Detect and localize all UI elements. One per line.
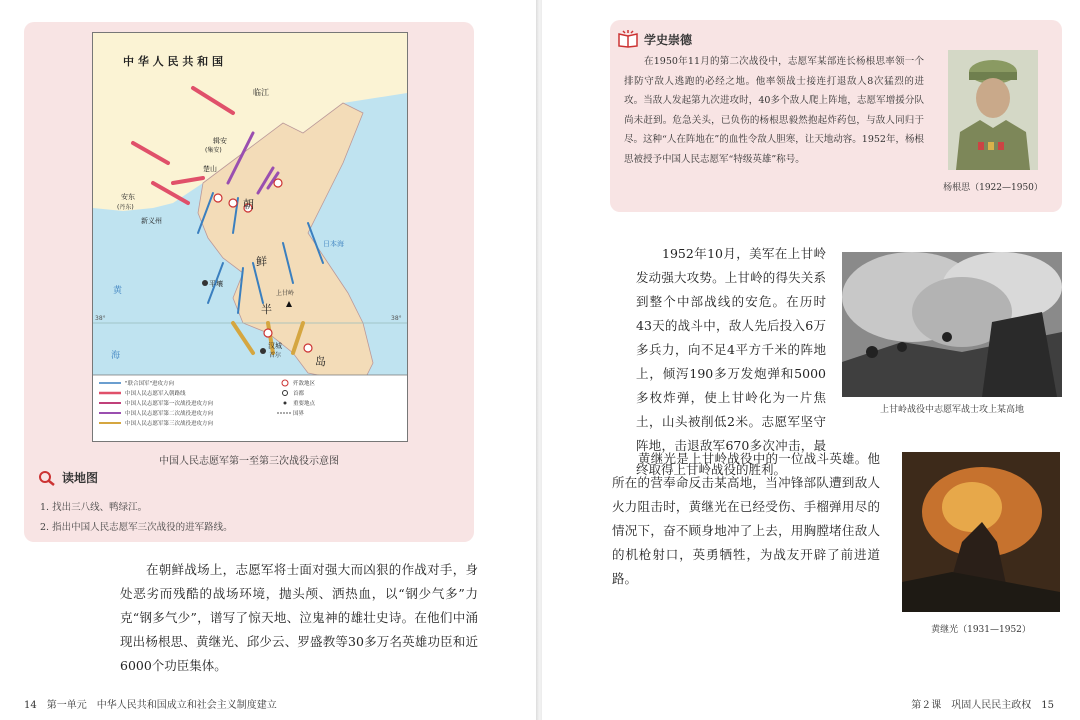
left-body-paragraph: 在朝鲜战场上，志愿军将士面对强大而凶狠的作战对手，身处恶劣而残酷的战场环境，抛头颅、洒热血，以“钢少气多”力克“钢多气少”，谱写了惊天地、泣鬼神的雄壮史诗。在他们中涌现出杨根思、黄继光、邱少云、罗盛教等30多万名英雄功臣和近6000个功臣集体。 bbox=[120, 562, 478, 673]
map-caption: 中国人民志愿军第一至第三次战役示意图 bbox=[159, 456, 339, 467]
map-country-label: 中 华 人 民 共 和 国 bbox=[123, 55, 223, 68]
map-place-seoul: 汉城 bbox=[268, 342, 282, 350]
legend-first-campaign: 中国人民志愿军第一次战役进攻方向 bbox=[125, 401, 214, 407]
map-label-ribenhai: 日本海 bbox=[323, 240, 344, 248]
huang-jiguang-painting bbox=[902, 452, 1060, 612]
yang-gensi-portrait bbox=[948, 50, 1038, 170]
history-text: 在1950年11月的第二次战役中，志愿军某部连长杨根思率领一个排防守敌人逃跑的必经之地。他率领战士接连打退敌人8次猛烈的进攻。当敌人发起第九次进攻时，40多个敌人爬上阵地，志愿军增援分队尚未赶到。危急关头，已负伤的杨根思毅然抱起炸药包，与敌人同归于尽。这种“人在阵地在”的血性令敌人胆寒，让天地动容。1952年，杨根思被授予中国人民志愿军“特级英雄”称号。 bbox=[624, 56, 924, 165]
read-map-title: 读地图 bbox=[62, 471, 99, 485]
map-label-dao: 岛 bbox=[315, 355, 326, 368]
shangganling-battle-photo bbox=[842, 252, 1062, 397]
map-label-xian: 鲜 bbox=[256, 255, 267, 268]
history-header bbox=[618, 30, 692, 48]
legend-entry-route: 中国人民志愿军入朝路线 bbox=[125, 391, 186, 397]
read-map-header bbox=[38, 469, 98, 486]
right-page bbox=[542, 0, 1080, 720]
map-place-jian: 辑安 bbox=[213, 137, 227, 145]
map-place-andong: 安东 bbox=[121, 193, 135, 201]
map-graphic bbox=[93, 33, 407, 441]
legend-battle-area: 歼敌地区 bbox=[293, 381, 316, 387]
map-label-huang: 黄 bbox=[113, 286, 123, 296]
right-paragraph-1: 1952年10月，美军在上甘岭发动强大攻势。上甘岭的得失关系到整个中部战线的安危。在历时43天的战斗中，敌人先后投入6万多兵力，向不足4平方千米的阵地上，倾泻190多万发炮弹和5000多枚炸弹，使上甘岭化为一片焦土，山头被削低2米。志愿军坚守阵地，击退敌军670多次冲击，最终取得上甘岭战役的胜利。 bbox=[636, 246, 826, 477]
battle-photo-caption: 上甘岭战役中志愿军战士攻上某高地 bbox=[879, 405, 1024, 415]
legend-important-place: 重要地点 bbox=[293, 401, 316, 407]
map-label-lat-right: 38° bbox=[391, 315, 402, 322]
map-label-lat: 38° bbox=[95, 315, 106, 322]
map-place-chushan: 楚山 bbox=[203, 165, 217, 173]
right-paragraph-2: 黄继光是上甘岭战役中的一位战斗英雄。他所在的营奉命反击某高地，当冲锋部队遭到敌人火力阻击时，黄继光在已经受伤、手榴弹用尽的情况下，奋不顾身地冲了上去，用胸膛堵住敌人的机枪射口，英勇牺牲，为战友开辟了前进道路。 bbox=[612, 451, 880, 586]
hero-caption: 黄继光（1931—1952） bbox=[931, 625, 1031, 635]
left-footer: 14 第一单元 中华人民共和国成立和社会主义制度建立 bbox=[24, 700, 277, 711]
right-footer: 第２课 巩固人民民主政权 15 bbox=[911, 700, 1054, 711]
campaign-map bbox=[92, 32, 408, 442]
map-place-andong-alt: (丹东) bbox=[117, 204, 134, 211]
read-map-item-2: 2. 指出中国人民志愿军三次战役的进军路线。 bbox=[40, 522, 233, 533]
map-panel bbox=[24, 22, 474, 542]
map-label-chao: 朝 bbox=[243, 198, 254, 211]
legend-capital: 首都 bbox=[293, 391, 305, 397]
map-label-ban: 半 bbox=[261, 303, 272, 316]
map-place-xinyiju: 新义州 bbox=[141, 217, 162, 225]
legend-un-advance: "联合国军"进攻方向 bbox=[125, 381, 175, 387]
history-title: 学史崇德 bbox=[644, 32, 693, 47]
portrait-caption: 杨根思（1922—1950） bbox=[943, 183, 1043, 193]
map-label-hai: 海 bbox=[111, 351, 121, 361]
map-place-jian-alt: (集安) bbox=[205, 147, 222, 154]
read-map-item-1: 1. 找出三八线、鸭绿江。 bbox=[40, 502, 148, 513]
history-virtue-box bbox=[610, 20, 1062, 212]
left-page bbox=[0, 0, 538, 720]
read-map-items bbox=[40, 498, 233, 538]
legend-border: 国界 bbox=[293, 411, 305, 417]
open-book-icon bbox=[618, 30, 638, 48]
legend-third-campaign: 中国人民志愿军第三次战役进攻方向 bbox=[125, 421, 214, 427]
magnifier-icon bbox=[38, 470, 56, 486]
legend-second-campaign: 中国人民志愿军第二次战役进攻方向 bbox=[125, 411, 214, 417]
map-place-seoul-alt: 首尔 bbox=[269, 352, 282, 359]
map-place-pyongyang: 平壤 bbox=[209, 280, 223, 288]
map-place-linjiang: 临江 bbox=[253, 88, 269, 97]
map-place-shangganling: 上甘岭 bbox=[276, 290, 295, 297]
